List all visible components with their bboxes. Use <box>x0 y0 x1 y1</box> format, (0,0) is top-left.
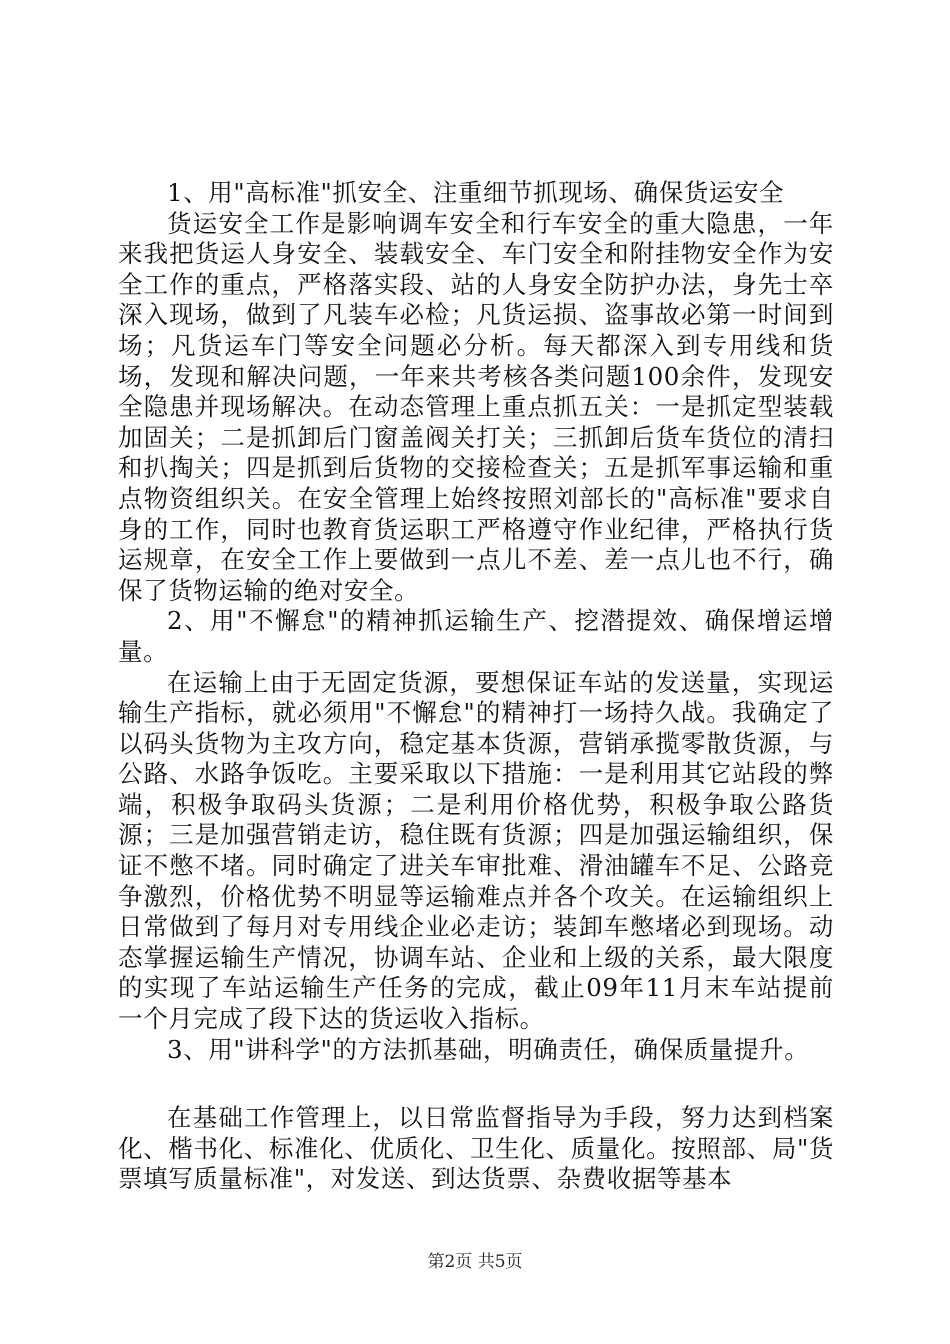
body-paragraph-2: 在运输上由于无固定货源，要想保证车站的发送量，实现运输生产指标，就必须用"不懈怠"的精神打一场持久战。我确定了以码头货物为主攻方向，稳定基本货源，营销承揽零散货源，与公路、水路争饭吃。主要采取以下措施：一是利用其它站段的弊端，积极争取码头货源；二是利用价格优势，积极争取公路货源；三是加强营销走访，稳住既有货源；四是加强运输组织，保证不憋不堵。同时确定了进关车审批难、滑油罐车不足、公路竞争激烈，价格优势不明显等运输难点并各个攻关。在运输组织上日常做到了每月对专用线企业必走访；装卸车憋堵必到现场。动态掌握运输生产情况，协调车站、企业和上级的关系，最大限度的实现了车站运输生产任务的完成，截止09年11月末车站提前一个月完成了段下达的货运收入指标。 <box>118 667 834 1034</box>
body-paragraph-1: 货运安全工作是影响调车安全和行车安全的重大隐患，一年来我把货运人身安全、装载安全、车门安全和附挂物安全作为安全工作的重点，严格落实段、站的人身安全防护办法，身先士卒深入现场，做到了凡装车必检；凡货运损、盗事故必第一时间到场；凡货运车门等安全问题必分析。每天都深入到专用线和货场，发现和解决问题，一年来共考核各类问题100余件，发现安全隐患并现场解决。在动态管理上重点抓五关：一是抓定型装载加固关；二是抓卸后门窗盖阀关打关；三抓卸后货车货位的清扫和扒掏关；四是抓到后货物的交接检查关；五是抓军事运输和重点物资组织关。在安全管理上始终按照刘部长的"高标准"要求自身的工作，同时也教育货运职工严格遵守作业纪律，严格执行货运规章，在安全工作上要做到一点儿不差、差一点儿也不行，确保了货物运输的绝对安全。 <box>118 208 834 605</box>
document-body <box>118 176 834 1195</box>
section-heading-2: 2、用"不懈怠"的精神抓运输生产、挖潜提效、确保增运增量。 <box>118 606 834 666</box>
body-paragraph-3: 在基础工作管理上，以日常监督指导为手段，努力达到档案化、楷书化、标准化、优质化、卫生化、质量化。按照部、局"货票填写质量标准"，对发送、到达货票、杂费收据等基本 <box>118 1103 834 1194</box>
page-number-footer: 第2页 共5页 <box>427 1252 523 1272</box>
paragraph-gap <box>118 1065 834 1103</box>
section-heading-1: 1、用"高标准"抓安全、注重细节抓现场、确保货运安全 <box>167 178 785 207</box>
section-heading-3: 3、用"讲科学"的方法抓基础，明确责任，确保质量提升。 <box>167 1034 810 1064</box>
